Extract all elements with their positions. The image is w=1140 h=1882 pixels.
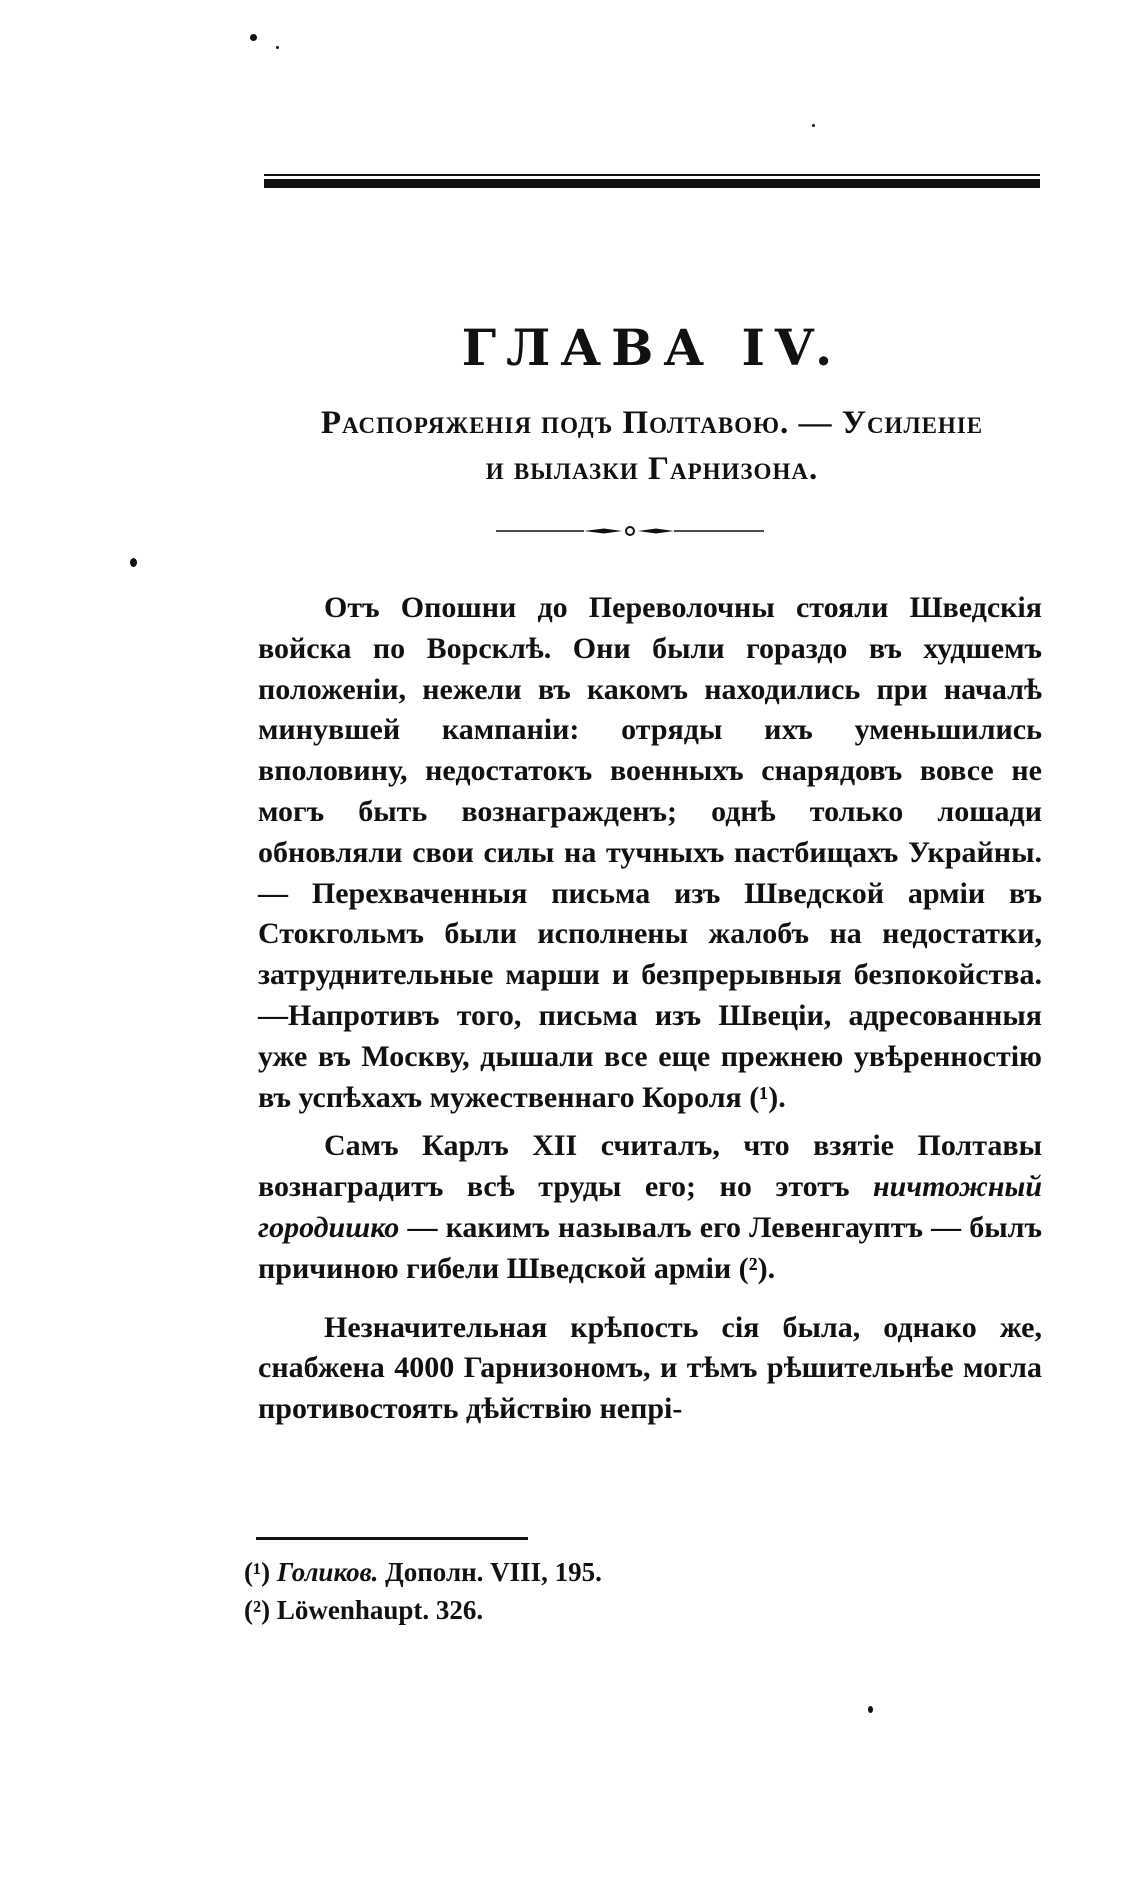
paragraph-1-text: Отъ Опошни до Переволочны стояли Шведскія войска по Ворсклѣ. Они были гораздо въ худшемъ положеніи, нежели въ какомъ находились при началѣ минувшей кампаніи: отряды ихъ уменьшились вполовину, недостатокъ военныхъ снарядовъ вовсе не могъ быть вознагражденъ; однѣ только лошади обновляли свои силы на тучныхъ пастбищахъ Украйны. — Перехваченныя письма изъ Шведской арміи въ Стокгольмъ были исполнены жалобъ на недостатки, затруднительные марши и безпрерывныя безпокойства. —Напротивъ того, письма изъ Швеціи, адресованныя уже въ Москву, дышали все еще прежнею увѣренностію въ успѣхахъ мужественнаго Короля (258, 591, 1042, 1114)
paragraph-1 (258, 588, 1042, 1118)
chapter-heading: ГЛАВА IV. (461, 318, 843, 377)
footnote-ref-1: (¹). (749, 1080, 786, 1114)
print-speck (868, 1706, 873, 1713)
ornament-divider (496, 524, 764, 538)
chapter-subtitle (264, 400, 1040, 492)
print-speck (812, 124, 815, 127)
subtitle-line-1: Распоряженія подъ Полтавою. — Усиленіе (320, 405, 984, 441)
footnote-ref-2: (²). (738, 1251, 776, 1285)
footnote-author: Голиков. (276, 1557, 379, 1587)
header-rule (264, 174, 1040, 188)
footnote-mark: (²) (244, 1595, 271, 1625)
print-speck (130, 558, 137, 567)
body-text (258, 588, 1042, 1430)
footnote-rule (256, 1537, 528, 1540)
paragraph-2-end: — какимъ называлъ его Левенгауптъ — былъ причиною гибели Шведской арміи (258, 1210, 1042, 1285)
paragraph-2 (258, 1126, 1042, 1289)
paragraph-2-italic: ничтожный городишко (258, 1170, 1043, 1244)
footnote-text: Löwenhaupt. 326. (276, 1595, 484, 1625)
footnote-2 (244, 1591, 944, 1629)
footnote-1 (244, 1553, 944, 1591)
paragraph-3 (258, 1308, 1042, 1430)
paragraph-2-start: Самъ Карлъ XII считалъ, что взятіе Полтавы вознаградитъ всѣ труды его; но этотъ (258, 1129, 1042, 1204)
paragraph-3-text: Незначительная крѣпость сія была, однако же, снабжена 4000 Гарнизономъ, и тѣмъ рѣшительнѣе могла противостоять дѣйствію непрі- (258, 1310, 1042, 1426)
footnote-text: Дополн. VIII, 195. (385, 1557, 602, 1587)
footnotes (244, 1553, 944, 1629)
print-speck (276, 46, 279, 49)
subtitle-line-2: и вылазки Гарнизона. (485, 451, 819, 487)
print-speck (250, 34, 257, 41)
footnote-mark: (¹) (244, 1557, 271, 1587)
